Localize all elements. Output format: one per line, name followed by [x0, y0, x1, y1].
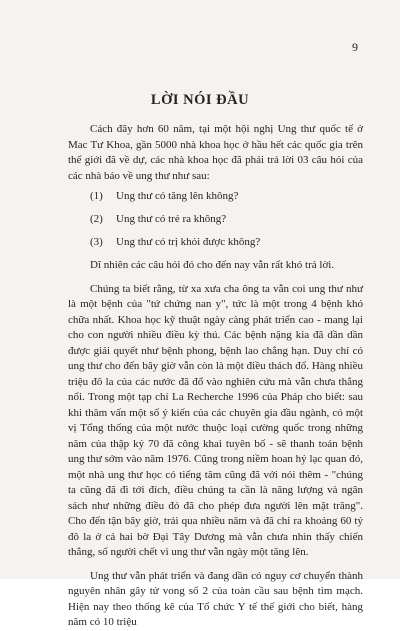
question-item — [90, 212, 363, 227]
question-text: Ung thư có trẻ ra không? — [116, 213, 227, 225]
page-number: 9 — [352, 40, 358, 54]
question-text: Ung thư có trị khỏi được không? — [116, 236, 261, 248]
body-paragraph: Chúng ta biết rằng, từ xa xưa cha ông ta vẫn coi ung thư như là một bệnh của "tứ chứng nan y", tức là một trong 4 bệnh khó chữa nhất. Khoa học kỹ thuật ngày càng phát triển cao - mang lại cho con người nhiều điều kỳ thú. Các bệnh nặng kia đã dần dần được giải quyết như bệnh phong, bệnh lao chẳng hạn. Duy chỉ có ung thư cho đến bây giờ vẫn còn là một điều thách đố. Hàng nhiều triệu đô la của các nước đã đổ vào nghiên cứu mà vẫn chưa thắng nổi. Trong một tạp chí La Recherche 1996 của Pháp cho biết: sau khi thăm vấn một số ý kiến của các chuyên gia đầu ngành, có một vị Tổng thống của một nước thuộc loại cường quốc trong những năm của thập kỷ 70 đã công khai tuyên bố - sẽ thanh toán bệnh ung thư sớm vào năm 1976. Cũng trong niềm hoan hỷ lạc quan đó, một nhà ung thư học có tiếng tăm cũng đã với nói thêm - "chúng ta cũng đã đi tới đích, điều chúng ta cần là năng lượng và ngân sách như những điều đó đã cho phép đưa người lên mặt trăng". Cho đến tận bây giờ, trải qua nhiều năm và đã chi ra khoảng 60 tỷ đô la ở cả hai bờ Đại Tây Dương mà vẫn chưa nhìn thấy chiến thắng, số người chết vì ung thư vẫn ngày một tăng lên. — [68, 282, 363, 558]
chapter-title: LỜI NÓI ĐẦU — [150, 92, 250, 108]
intro-paragraph: Cách đây hơn 60 năm, tại một hội nghị Ung thư quốc tế ở Mac Tư Khoa, gần 5000 nhà khoa học ở hầu hết các quốc gia trên thế giới đã về dự, các nhà khoa học đã phải trả lời 03 câu hỏi của các nhà báo về ung thư như sau: — [68, 123, 363, 182]
question-text: Ung thư có tăng lên không? — [116, 190, 239, 202]
after-questions-paragraph: Dĩ nhiên các câu hỏi đó cho đến nay vẫn rất khó trả lời. — [90, 259, 335, 271]
question-list — [68, 189, 363, 250]
question-item — [90, 189, 363, 204]
question-number: (1) — [90, 190, 103, 202]
body-paragraph-continued: Ung thư vẫn phát triển và đang dần có nguy cơ chuyển thành nguyên nhân gây tử vong số 2 của toàn cầu sau bệnh tim mạch. Hiện nay theo thống kê của Tổ chức Y tế thế giới cho biết, hàng năm có 10 triệu — [68, 569, 363, 628]
page-body — [68, 122, 363, 631]
question-item — [90, 235, 363, 250]
question-number: (2) — [90, 213, 103, 225]
question-number: (3) — [90, 236, 103, 248]
